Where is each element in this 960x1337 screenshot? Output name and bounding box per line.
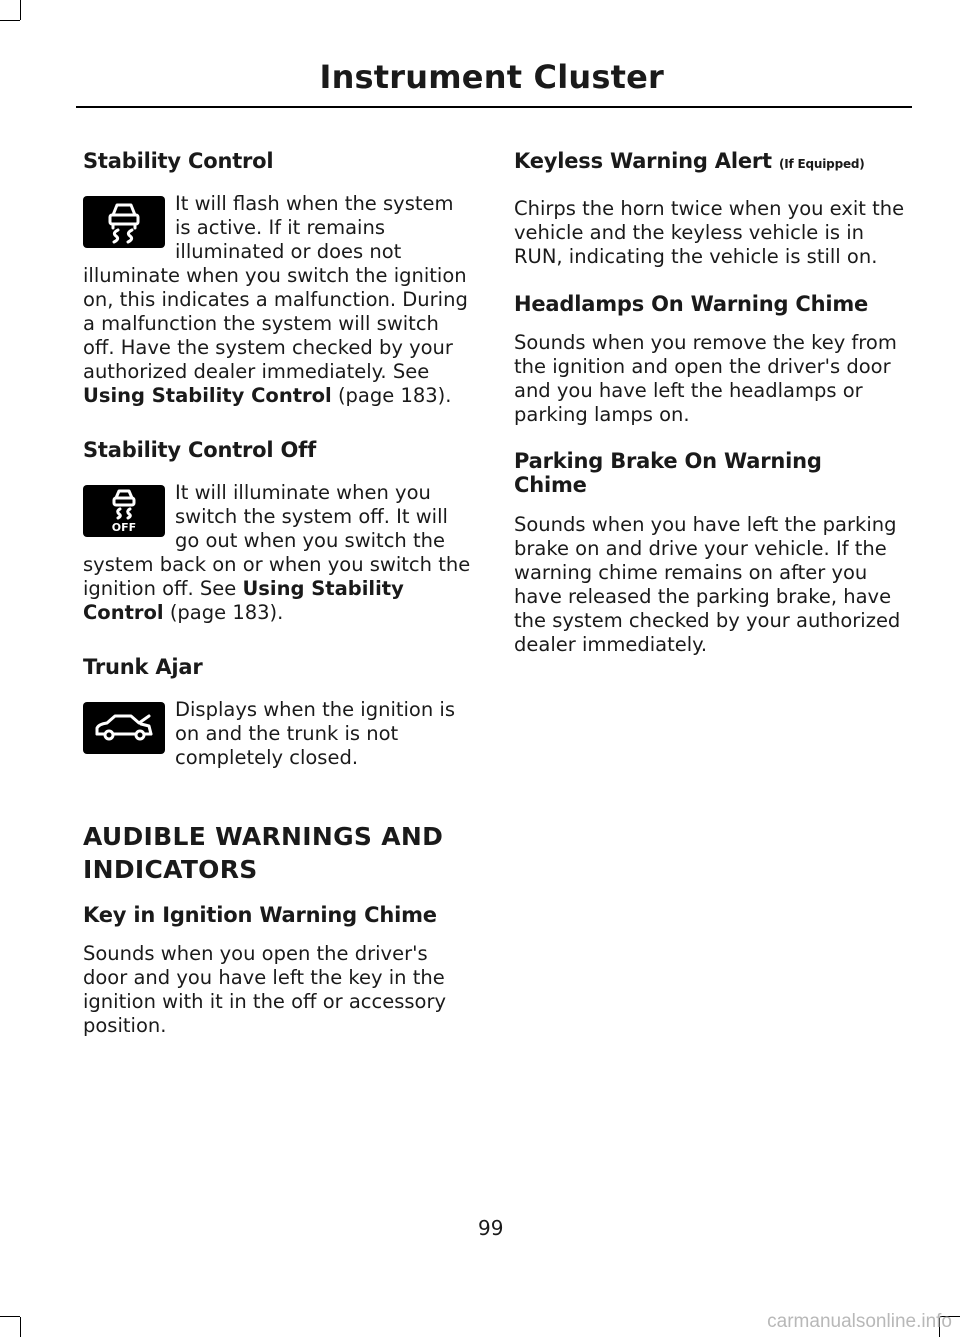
chapter-heading: AUDIBLE WARNINGS AND INDICATORS xyxy=(83,822,444,884)
section-keyless-warning xyxy=(514,148,910,269)
if-equipped-label: (If Equipped) xyxy=(778,157,865,171)
section-body: Displays when the ignition is on and the trunk is not completely closed. xyxy=(175,698,455,769)
section-headlamps-on xyxy=(514,291,910,427)
section-heading: Key in Ignition Warning Chime xyxy=(83,903,437,927)
section-body: It will illuminate when you switch the system off. It will go out when you switch the system back on or when you switch the ignition off. See Using Stability Control (page 183). xyxy=(83,481,471,624)
left-column xyxy=(83,148,475,1038)
section-heading: Trunk Ajar xyxy=(83,655,203,679)
section-parking-brake xyxy=(514,449,910,657)
section-stability-control xyxy=(83,148,475,408)
trunk-ajar-icon xyxy=(83,702,165,754)
off-label: OFF xyxy=(111,521,137,534)
watermark: carmanualsonline.info xyxy=(767,1311,952,1332)
page-title: Instrument Cluster xyxy=(319,58,664,96)
section-key-in-ignition xyxy=(83,902,475,1038)
cross-reference-link[interactable]: Using Stability Control xyxy=(83,384,332,407)
section-body: Sounds when you remove the key from the ignition and open the driver's door and you have left the headlamps or parking lamps on. xyxy=(514,331,897,426)
header-rule xyxy=(76,106,912,108)
crop-mark xyxy=(0,20,20,21)
crop-mark xyxy=(20,1317,21,1337)
cross-reference-link[interactable]: Using Stability Control xyxy=(83,577,404,624)
crop-mark xyxy=(0,1316,20,1317)
section-heading: Parking Brake On Warning Chime xyxy=(514,449,822,497)
right-column xyxy=(514,148,910,657)
page-number: 99 xyxy=(478,1216,504,1240)
stability-control-icon xyxy=(83,196,165,248)
section-stability-control-off xyxy=(83,437,475,625)
section-heading: Stability Control xyxy=(83,149,274,173)
section-body: Sounds when you open the driver's door and you have left the key in the ignition with it in the off or accessory position. xyxy=(83,942,447,1037)
section-heading: Headlamps On Warning Chime xyxy=(514,292,869,316)
crop-mark xyxy=(20,0,21,20)
section-body: Sounds when you have left the parking brake on and drive your vehicle. If the warning chime remains on after you have released the parking brake, have the system checked by your authorized dealer immediately. xyxy=(514,513,901,656)
stability-control-off-icon xyxy=(83,485,165,537)
section-body: Chirps the horn twice when you exit the vehicle and the keyless vehicle is in RUN, indicating the vehicle is still on. xyxy=(514,197,905,268)
section-audible-warnings xyxy=(83,820,475,886)
section-heading: Stability Control Off xyxy=(83,438,317,462)
section-trunk-ajar xyxy=(83,654,475,770)
section-heading: Keyless Warning Alert (If Equipped) xyxy=(514,149,865,173)
section-body: It will flash when the system is active. If it remains illuminated or does not illuminate when you switch the ignition on, this indicates a malfunction. During a malfunction the system will switch off. Have the system checked by your authorized dealer immediately. See Using Stability Control (page 183). xyxy=(83,192,468,407)
